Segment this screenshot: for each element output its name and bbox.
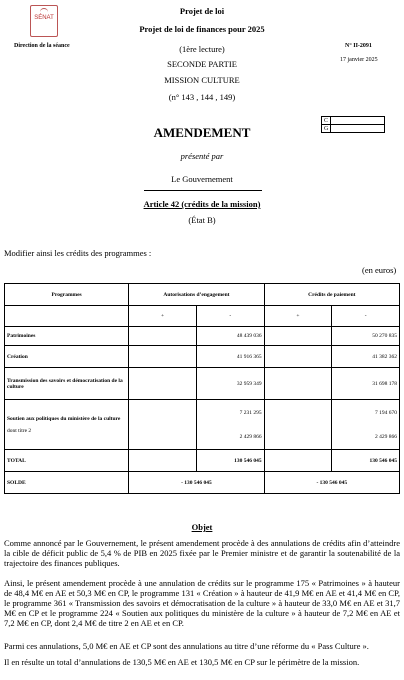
total-label: TOTAL (5, 450, 129, 472)
divider (144, 190, 262, 191)
amendment-ref: N° II-2091 (345, 43, 372, 49)
solde-cp: - 130 546 045 (264, 472, 399, 494)
ae-minus-value: 7 231 295 (239, 409, 262, 416)
part: SECONDE PARTIE (167, 59, 237, 69)
logo-arch (40, 8, 48, 15)
reading: (1ère lecture) (179, 44, 225, 54)
objet-paragraph-2: Ainsi, le présent amendement procède à une annulation de crédits sur le programme 175 « Patrimoines » à hauteur de 48,4 M€ en AE et 50,3 M€ en CP, le programme 131 « Création » à hauteur de 41,9 M€ en AE et 41,4 M€ en CP, le programme 361 « Transmission des savoirs et démocratisation de la culture » à hauteur de 33,0 M€ en AE et 31,7 M€ en CP et le programme 224 « Soutien aux politiques du ministère de la culture » à hauteur de 7,2 M€ en AE et 7,2 M€ en CP, dont 2,4 M€ de titre 2 en AE et en CP. (4, 578, 400, 628)
program-name: Création (5, 346, 129, 368)
cg-g-label: G (322, 125, 331, 133)
total-ae: 130 546 045 (196, 450, 264, 472)
doc-type: Projet de loi (179, 6, 225, 16)
table-row (5, 327, 400, 346)
cg-box (321, 116, 385, 133)
program-name: Soutien aux politiques du ministère de la culture (7, 415, 121, 422)
cp-plus-sign: + (264, 306, 332, 327)
amendment-title: AMENDEMENT (153, 125, 251, 140)
intro-text: Modifier ainsi les crédits des programmes : (4, 248, 152, 258)
objet-paragraph-1: Comme annoncé par le Gouvernement, le présent amendement procède à des annulations de crédits afin d’atteindre la cible de déficit public de 5,4 % de PIB en 2025 fixée par le Premier ministre et de garantir la soutenabilité de la trajectoire des finances publiques. (4, 538, 400, 568)
ae-minus-value: 48 439 036 (196, 327, 264, 346)
etat: (État B) (188, 215, 216, 225)
ae-minus-value: 41 916 365 (196, 346, 264, 368)
cp-minus-value: 41 382 362 (332, 346, 400, 368)
mission: MISSION CULTURE (164, 75, 240, 85)
direction-label: Direction de la séance (14, 43, 70, 49)
cg-g-value (331, 125, 385, 133)
cg-c-value (331, 117, 385, 125)
cp-minus-subvalue: 2 429 866 (375, 433, 397, 440)
sign-row-blank (5, 306, 129, 327)
solde-label: SOLDE (5, 472, 129, 494)
cp-minus-value: 31 698 178 (332, 368, 400, 400)
table-row (5, 346, 400, 368)
cg-c-label: C (322, 117, 331, 125)
article-title: Article 42 (crédits de la mission) (143, 199, 261, 209)
credits-table (4, 283, 400, 494)
header-cp: Crédits de paiement (264, 284, 399, 306)
ae-plus-sign: + (129, 306, 197, 327)
header-programmes: Programmes (5, 284, 129, 306)
amendment-date: 17 janvier 2025 (340, 57, 378, 63)
ae-minus-value: 32 959 349 (196, 368, 264, 400)
unit-label: (en euros) (362, 265, 397, 275)
solde-ae: - 130 546 045 (129, 472, 264, 494)
solde-row (5, 472, 400, 494)
table-row (5, 368, 400, 400)
total-row (5, 450, 400, 472)
doc-title: Projet de loi de finances pour 2025 (139, 24, 265, 34)
senat-logo (30, 5, 58, 37)
table-row (5, 400, 400, 450)
total-cp: 130 546 045 (332, 450, 400, 472)
author: Le Gouvernement (171, 174, 233, 184)
document-numbers: (n° 143 , 144 , 149) (168, 92, 236, 102)
header-ae: Autorisations d’engagement (129, 284, 264, 306)
ae-minus-subvalue: 2 429 866 (239, 433, 262, 440)
logo-text: SÉNAT (34, 15, 54, 21)
ae-minus-sign: - (196, 306, 264, 327)
objet-title: Objet (191, 522, 213, 532)
objet-paragraph-3: Parmi ces annulations, 5,0 M€ en AE et CP sont des annulations au titre d’une réforme du « Pass Culture ». (4, 641, 369, 651)
program-name: Transmission des savoirs et démocratisation de la culture (5, 368, 129, 400)
cp-minus-value: 7 194 670 (375, 409, 397, 416)
program-subline: dont titre 2 (7, 427, 32, 434)
presented-by: présenté par (180, 151, 224, 161)
cp-minus-value: 50 270 835 (332, 327, 400, 346)
objet-paragraph-4: Il en résulte un total d’annulations de 130,5 M€ en AE et 130,5 M€ en CP sur le périmètre de la mission. (4, 657, 360, 667)
cp-minus-sign: - (332, 306, 400, 327)
program-name: Patrimoines (5, 327, 129, 346)
